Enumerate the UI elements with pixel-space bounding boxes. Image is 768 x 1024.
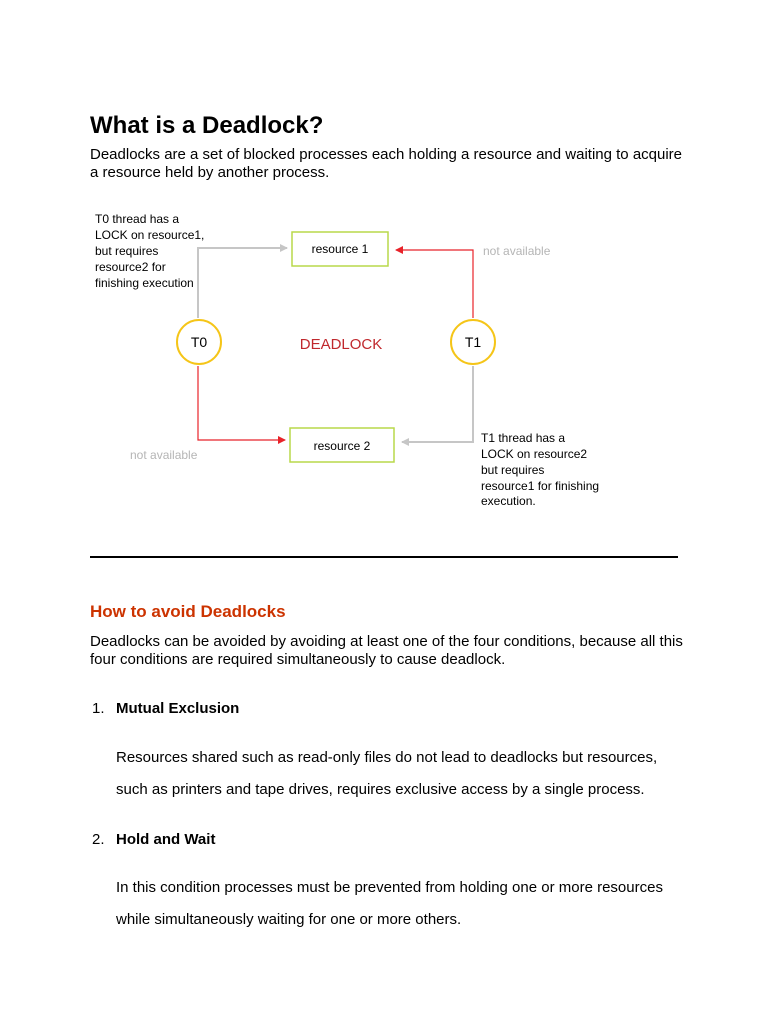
t1-note-line: T1 thread has a: [481, 431, 566, 445]
t0-note-line: resource2 for: [95, 260, 166, 274]
section-title: How to avoid Deadlocks: [90, 602, 286, 621]
section-divider: [90, 556, 678, 558]
intro-paragraph: Deadlocks are a set of blocked processes each holding a resource and waiting to acquire a resource held by another process.: [90, 146, 683, 181]
section-intro: Deadlocks can be avoided by avoiding at least one of the four conditions, because all this four conditions are required simultaneously to cause deadlock.: [90, 633, 683, 668]
t1-holds-resource2-arrow: [402, 366, 473, 442]
t0-note: [95, 212, 208, 290]
not-available-top: not available: [483, 244, 551, 258]
t0-note-line: but requires: [95, 244, 159, 258]
t1-requests-resource1-arrow: [396, 250, 473, 318]
condition-number: 1.: [92, 700, 105, 717]
condition-title: Mutual Exclusion: [116, 700, 240, 717]
t0-note-line: T0 thread has a: [95, 212, 180, 226]
t0-holds-resource1-arrow: [198, 248, 287, 318]
t1-note: [481, 431, 602, 508]
t1-note-line: LOCK on resource2: [481, 447, 588, 461]
resource2-label: resource 2: [313, 439, 371, 453]
t0-requests-resource2-arrow: [198, 366, 285, 440]
page-title: What is a Deadlock?: [90, 112, 324, 139]
condition-title: Hold and Wait: [116, 831, 216, 848]
t0-note-line: LOCK on resource1,: [95, 228, 205, 242]
t0-note-line: finishing execution: [95, 276, 194, 290]
t1-note-line: but requires: [481, 463, 545, 477]
not-available-bottom: not available: [130, 448, 198, 462]
thread-t1-label: T1: [464, 334, 482, 350]
t1-note-line: execution.: [481, 494, 536, 508]
deadlock-label: DEADLOCK: [299, 336, 383, 353]
condition-description: Resources shared such as read-only files do not lead to deadlocks but resources, such as printers and tape drives, requires exclusive access by a single process.: [116, 749, 658, 798]
thread-t0-label: T0: [190, 334, 208, 350]
resource1-label: resource 1: [311, 242, 369, 256]
condition-description: In this condition processes must be prevented from holding one or more resources while simultaneously waiting for one or more others.: [116, 879, 663, 928]
t1-note-line: resource1 for finishing: [481, 479, 600, 493]
condition-number: 2.: [92, 831, 105, 848]
